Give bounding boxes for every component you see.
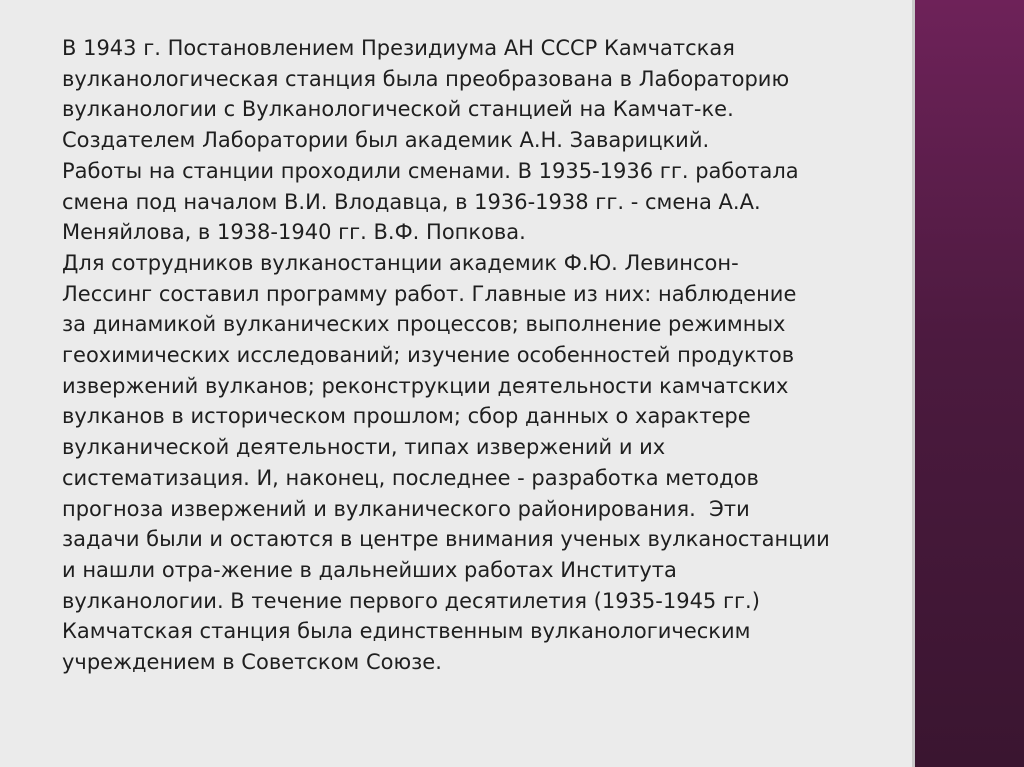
text-line-3: вулканологии с Вулканологической станцией на Камчат-ке.	[62, 97, 734, 122]
text-line-6: смена под началом В.И. Влодавца, в 1936-1938 гг. - смена А.А.	[62, 189, 761, 214]
text-line-1: В 1943 г. Постановлением Президиума АН СССР Камчатская	[62, 36, 735, 60]
text-line-11: геохимических исследований; изучение особенностей продуктов	[62, 343, 795, 368]
text-line-20: Камчатская станция была единственным вулканологическим	[62, 619, 751, 644]
text-line-7: Меняйлова, в 1938-1940 гг. В.Ф. Попкова.	[62, 220, 526, 245]
text-line-16: прогноза извержений и вулканического районирования. Эти	[62, 496, 750, 521]
text-line-10: за динамикой вулканических процессов; выполнение режимных	[62, 312, 786, 337]
text-line-4: Создателем Лаборатории был академик А.Н. Заварицкий.	[62, 128, 710, 153]
text-line-5: Работы на станции проходили сменами. В 1935-1936 гг. работала	[62, 158, 799, 183]
text-line-18: и нашли отра-жение в дальнейших работах Института	[62, 557, 677, 582]
text-line-2: вулканологическая станция была преобразована в Лабораторию	[62, 66, 790, 91]
text-line-8: Для сотрудников вулканостанции академик Ф.Ю. Левинсон-	[62, 250, 739, 275]
body-text	[62, 33, 892, 678]
text-line-17: задачи были и остаются в центре внимания ученых вулканостанции	[62, 527, 830, 552]
text-line-14: вулканической деятельности, типах извержений и их	[62, 435, 666, 460]
text-line-9: Лессинг составил программу работ. Главные из них: наблюдение	[62, 281, 797, 306]
text-line-15: систематизация. И, наконец, последнее - разработка методов	[62, 465, 759, 490]
text-line-12: извержений вулканов; реконструкции деятельности камчатских	[62, 373, 789, 398]
decorative-side-stripe	[912, 0, 1024, 767]
text-line-21: учреждением в Советском Союзе.	[62, 650, 442, 675]
text-line-19: вулканологии. В течение первого десятилетия (1935-1945 гг.)	[62, 588, 760, 613]
text-line-13: вулканов в историческом прошлом; сбор данных о характере	[62, 404, 751, 429]
